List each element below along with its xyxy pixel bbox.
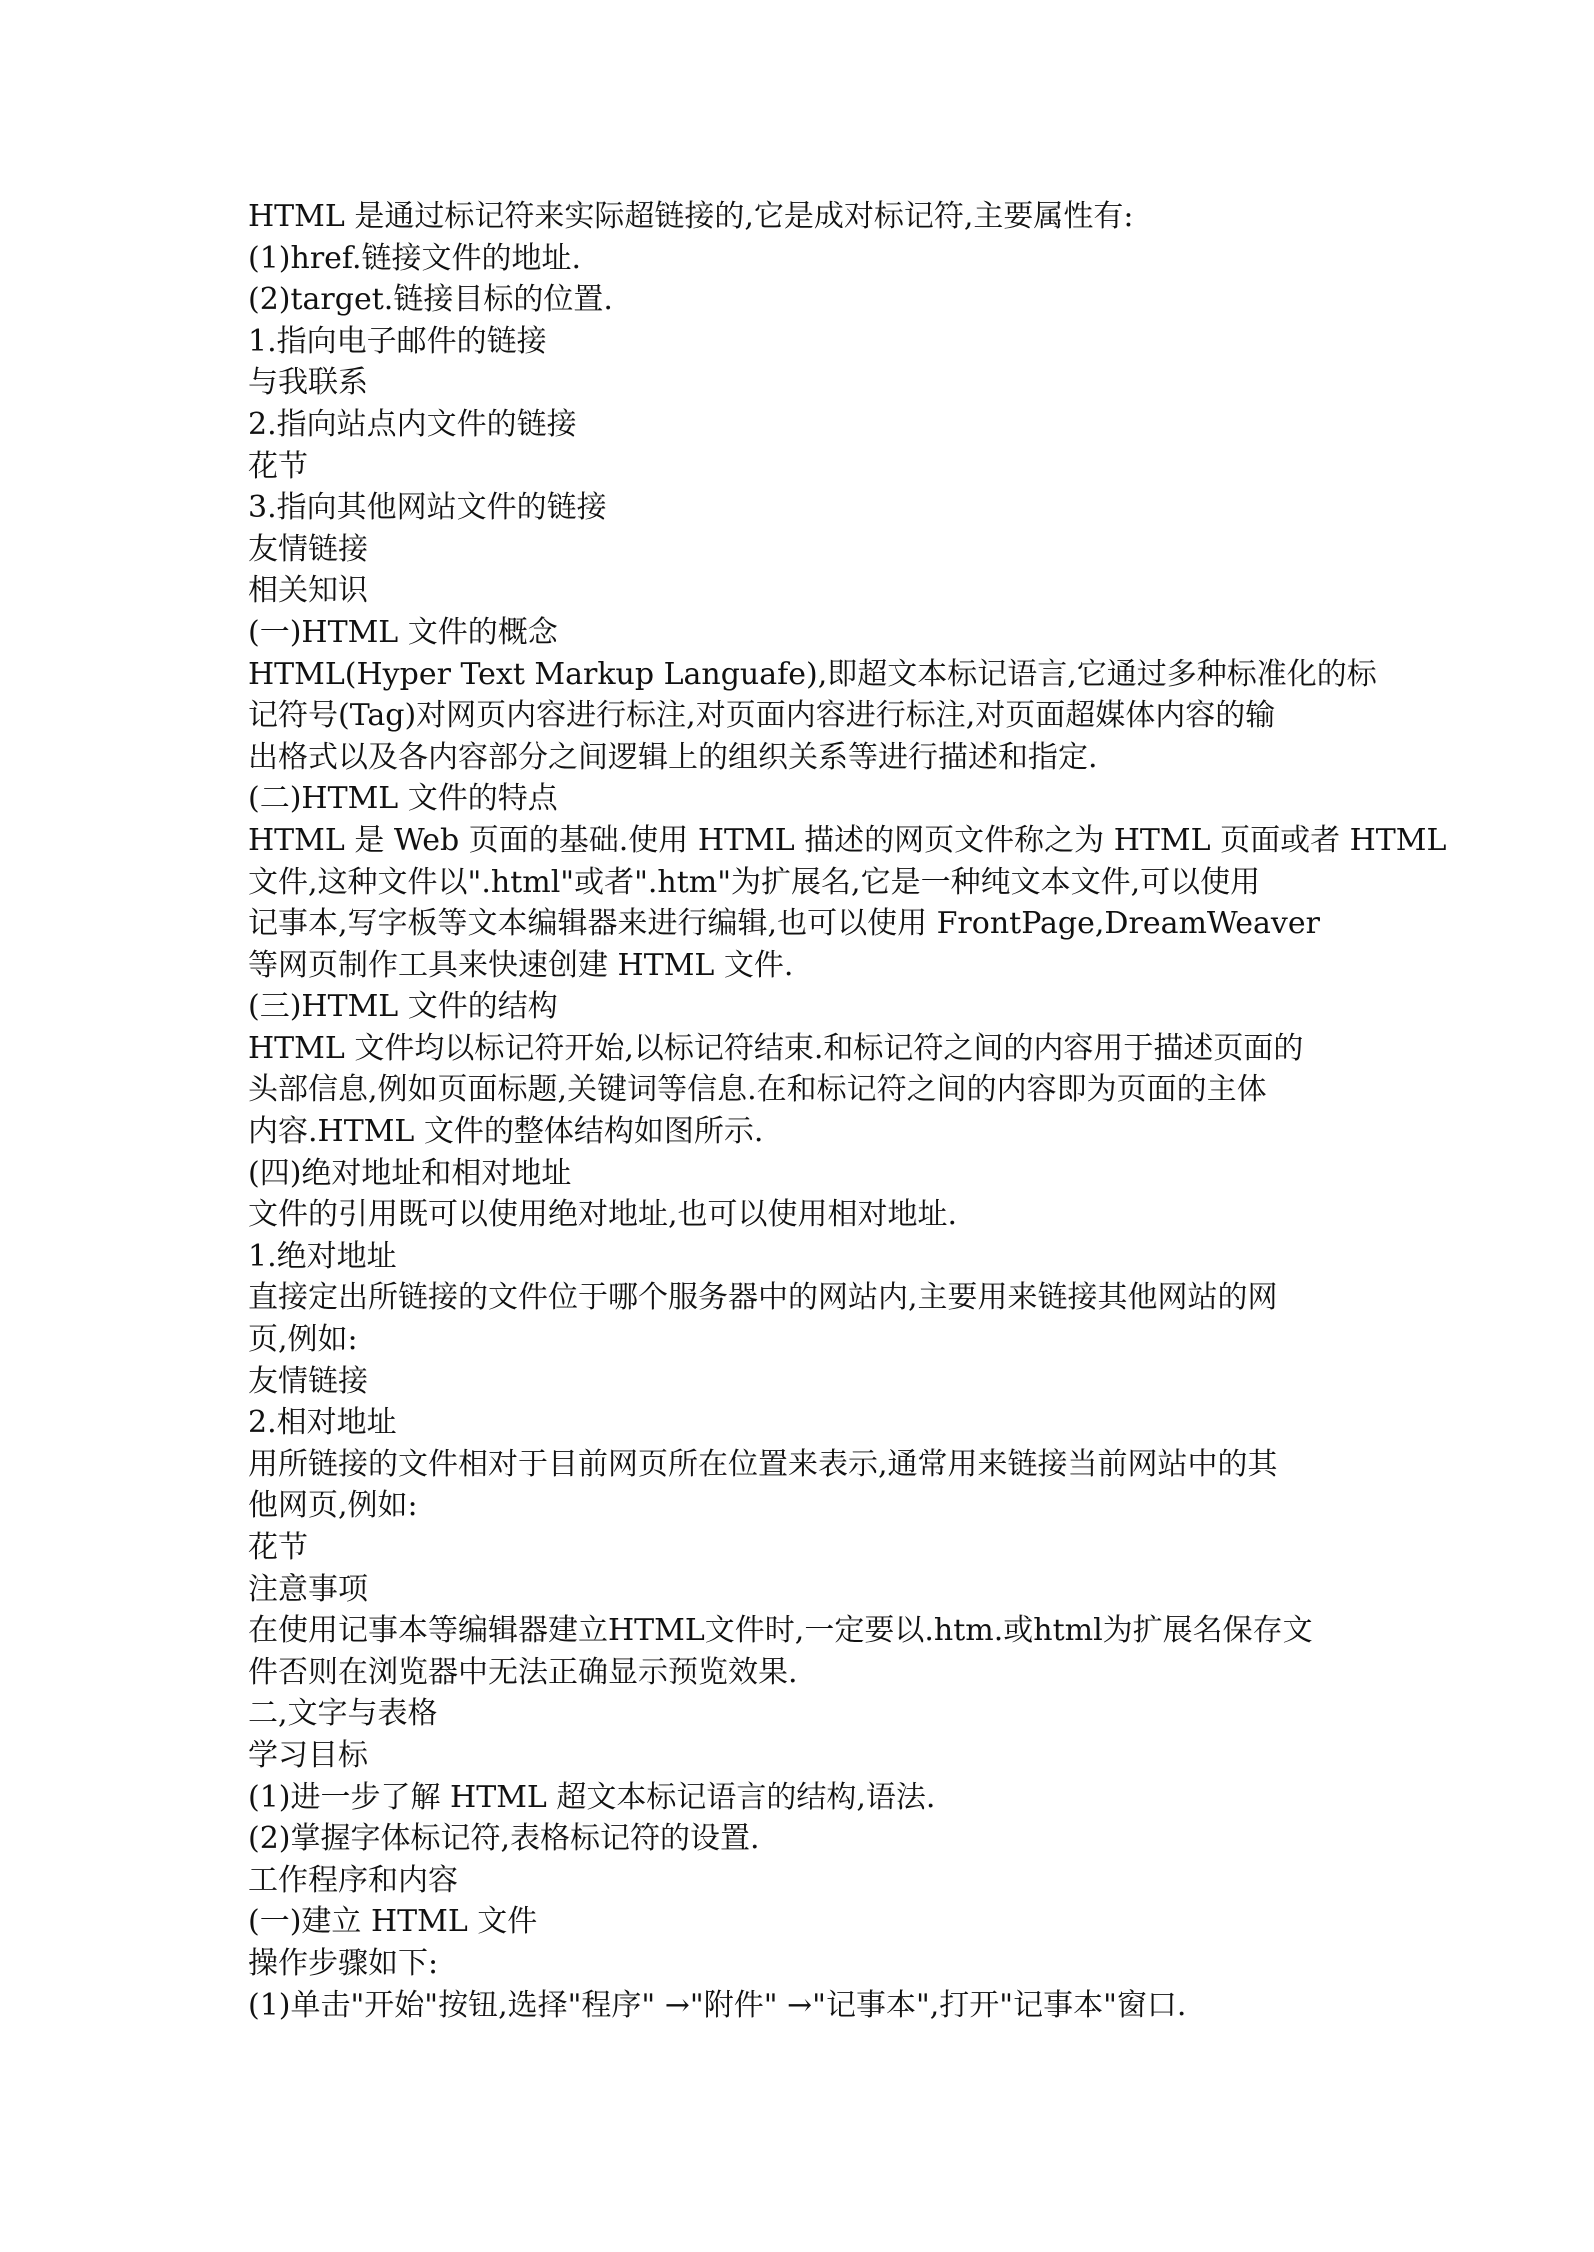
body-line: 二,文字与表格 — [248, 1696, 438, 1732]
body-line: HTML 是通过标记符来实际超链接的,它是成对标记符,主要属性有: — [248, 199, 1134, 234]
body-line: 内容.HTML 文件的整体结构如图所示. — [248, 1114, 764, 1150]
body-line: 学习目标 — [248, 1737, 368, 1773]
body-line: 件否则在浏览器中无法正确显示预览效果. — [248, 1654, 798, 1690]
body-line: 文件,这种文件以".html"或者".htm"为扩展名,它是一种纯文本文件,可以使用 — [248, 864, 1261, 900]
body-line: (2)target.链接目标的位置. — [248, 282, 613, 318]
body-line: (三)HTML 文件的结构 — [248, 989, 558, 1025]
body-line: 页,例如: — [248, 1322, 358, 1358]
body-line: 用所链接的文件相对于目前网页所在位置来表示,通常用来链接当前网站中的其 — [248, 1446, 1278, 1482]
body-line: 友情链接 — [248, 531, 368, 567]
body-line: 工作程序和内容 — [248, 1862, 458, 1898]
body-line: 出格式以及各内容部分之间逻辑上的组织关系等进行描述和指定. — [248, 739, 1098, 775]
body-line: (1)href.链接文件的地址. — [248, 240, 582, 276]
body-line: (2)掌握字体标记符,表格标记符的设置. — [248, 1821, 760, 1857]
body-line: (一)HTML 文件的概念 — [248, 614, 558, 650]
body-line: 友情链接 — [248, 1363, 368, 1399]
body-line: HTML 文件均以标记符开始,以标记符结束.和标记符之间的内容用于描述页面的 — [248, 1030, 1304, 1066]
body-line: (1)单击"开始"按钮,选择"程序" →"附件" →"记事本",打开"记事本"窗口. — [248, 1987, 1187, 2023]
body-line: 3.指向其他网站文件的链接 — [248, 490, 607, 526]
body-line: 直接定出所链接的文件位于哪个服务器中的网站内,主要用来链接其他网站的网 — [248, 1280, 1278, 1316]
body-line: 相关知识 — [248, 573, 368, 609]
body-line: 他网页,例如: — [248, 1488, 418, 1524]
body-line: 花节 — [248, 448, 308, 484]
body-line: HTML 是 Web 页面的基础.使用 HTML 描述的网页文件称之为 HTML 页面或者 HTML — [248, 822, 1447, 858]
body-line: (一)建立 HTML 文件 — [248, 1904, 538, 1940]
body-line: HTML(Hyper Text Markup Languafe),即超文本标记语言,它通过多种标准化的标 — [248, 656, 1377, 692]
body-line: 1.绝对地址 — [248, 1238, 397, 1274]
body-line: 注意事项 — [248, 1571, 368, 1607]
document-body — [248, 196, 1447, 2026]
body-line: (二)HTML 文件的特点 — [248, 781, 558, 817]
body-line: (1)进一步了解 HTML 超文本标记语言的结构,语法. — [248, 1779, 936, 1815]
body-line: 2.指向站点内文件的链接 — [248, 406, 577, 442]
body-line: 头部信息,例如页面标题,关键词等信息.在和标记符之间的内容即为页面的主体 — [248, 1072, 1267, 1108]
body-line: 花节 — [248, 1530, 308, 1565]
body-line: 在使用记事本等编辑器建立HTML文件时,一定要以.htm.或html为扩展名保存文 — [248, 1613, 1313, 1649]
body-line: 操作步骤如下: — [248, 1945, 439, 1981]
body-line: 2.相对地址 — [248, 1405, 397, 1441]
body-line: 与我联系 — [248, 365, 368, 401]
body-line: 1.指向电子邮件的链接 — [248, 323, 547, 359]
body-line: (四)绝对地址和相对地址 — [248, 1155, 572, 1191]
body-line: 文件的引用既可以使用绝对地址,也可以使用相对地址. — [248, 1197, 958, 1233]
body-line: 记符号(Tag)对网页内容进行标注,对页面内容进行标注,对页面超媒体内容的输 — [248, 698, 1276, 734]
body-line: 记事本,写字板等文本编辑器来进行编辑,也可以使用 FrontPage,DreamWeaver — [248, 906, 1320, 942]
body-line: 等网页制作工具来快速创建 HTML 文件. — [248, 947, 794, 983]
